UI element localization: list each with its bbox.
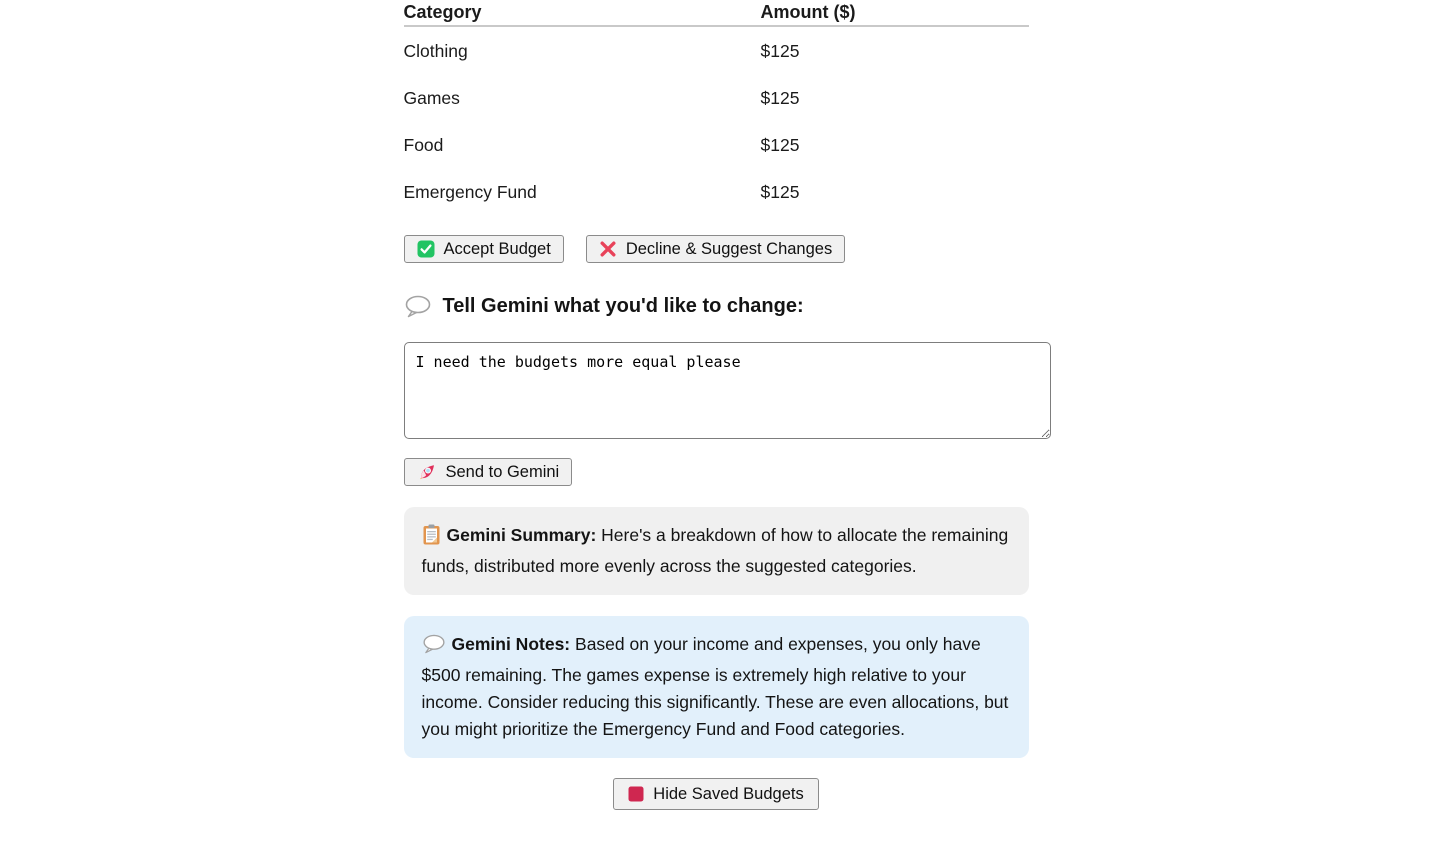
hide-saved-budgets-row bbox=[404, 778, 1029, 810]
table-row bbox=[404, 26, 1029, 74]
red-x-icon bbox=[599, 240, 617, 258]
gemini-feedback-input[interactable] bbox=[404, 342, 1051, 439]
tell-gemini-heading bbox=[404, 294, 1029, 318]
gemini-notes-label: Gemini Notes: bbox=[451, 634, 571, 654]
budget-decision-buttons bbox=[404, 235, 1029, 263]
gemini-notes-box bbox=[404, 616, 1029, 758]
category-cell: Clothing bbox=[403, 41, 468, 61]
send-to-gemini-button[interactable] bbox=[404, 458, 573, 486]
accept-budget-button[interactable] bbox=[404, 235, 564, 263]
tell-gemini-heading-text: Tell Gemini what you'd like to change: bbox=[442, 295, 804, 317]
category-cell: Food bbox=[403, 135, 444, 155]
category-cell: Emergency Fund bbox=[403, 182, 537, 202]
hide-saved-budgets-button[interactable] bbox=[613, 778, 818, 810]
table-row bbox=[404, 121, 1029, 168]
gemini-notes-text: Based on your income and expenses, you only have $500 remaining. The games expense is extremely high relative to your income. Consider reducing this significantly. These are even allocations, but you might prioritize the Emergency Fund and Food categories. bbox=[421, 634, 1009, 739]
decline-suggest-button[interactable] bbox=[586, 235, 845, 263]
send-to-gemini-label: Send to Gemini bbox=[445, 462, 560, 481]
amount-cell: $125 bbox=[760, 135, 800, 155]
budget-table bbox=[404, 0, 1029, 215]
amount-cell: $125 bbox=[760, 88, 800, 108]
table-row bbox=[404, 74, 1029, 121]
main-content bbox=[404, 0, 1029, 810]
gemini-summary-box bbox=[404, 507, 1029, 595]
gemini-summary-label: Gemini Summary: bbox=[446, 525, 597, 545]
speech-bubble-icon bbox=[422, 634, 446, 662]
hide-saved-budgets-label: Hide Saved Budgets bbox=[653, 784, 804, 803]
table-row bbox=[404, 168, 1029, 215]
amount-cell: $125 bbox=[760, 182, 800, 202]
speech-bubble-icon bbox=[404, 295, 432, 318]
category-cell: Games bbox=[403, 88, 460, 108]
send-row bbox=[404, 458, 1029, 487]
green-checkbox-icon bbox=[417, 240, 435, 258]
table-header-row bbox=[404, 0, 1029, 26]
category-column-header: Category bbox=[404, 0, 761, 26]
rocket-icon bbox=[417, 462, 437, 482]
accept-budget-label: Accept Budget bbox=[443, 239, 551, 258]
clipboard-icon bbox=[422, 524, 441, 553]
crimson-square-icon bbox=[628, 786, 644, 802]
amount-cell: $125 bbox=[760, 41, 800, 61]
gemini-summary-text: Here's a breakdown of how to allocate the remaining funds, distributed more evenly across the suggested categories. bbox=[421, 525, 1009, 576]
decline-suggest-label: Decline & Suggest Changes bbox=[625, 239, 833, 258]
amount-column-header: Amount ($) bbox=[761, 0, 1029, 26]
